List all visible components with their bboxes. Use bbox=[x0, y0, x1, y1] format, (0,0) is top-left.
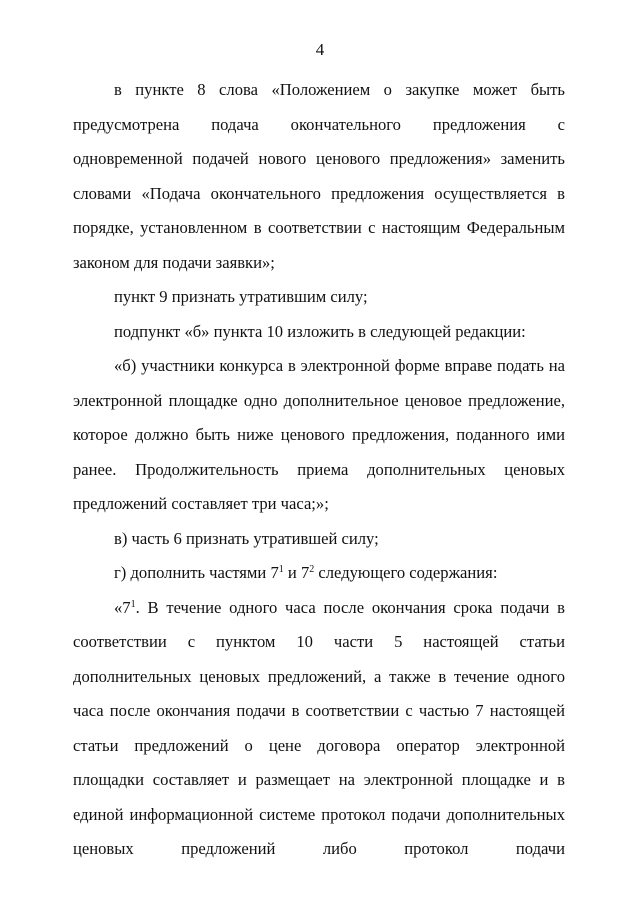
superscript-1: 1 bbox=[278, 564, 284, 575]
paragraph-add-parts bbox=[73, 556, 565, 591]
paragraph-subpoint-b-text: «б) участники конкурса в электронной форме вправе подать на электронной площадке одно дополнительное ценовое предложение, которое должно быть ниже ценового предложения, поданного ими ранее. Продолжительность приема дополнительных ценовых предложений составляет три часа;»; bbox=[73, 356, 565, 513]
paragraph-add-parts-text-3: следующего содержания: bbox=[314, 563, 498, 582]
paragraph-point-8: в пункте 8 слова «Положением о закупке может быть предусмотрена подача окончательного предложения с одновременной подачей нового ценового предложения» заменить словами «Подача окончательного предложения осуществляется в порядке, установленном в соответствии с настоящим Федеральным законом для подачи заявки»; bbox=[73, 80, 565, 272]
part-7-1-text: . В течение одного часа после окончания срока подачи в соответствии с пунктом 10 части 5 настоящей статьи дополнительных ценовых предложений, а также в течение одного часа после окончания подачи в соответствии с частью 7 настоящей статьи предложений о цене договора оператор электронной площадки составляет и размещает на электронной площадке и в единой информационной системе протокол подачи дополнительных ценовых предложений либо протокол подачи bbox=[73, 597, 565, 858]
paragraph-part-6: в) часть 6 признать утратившей силу; bbox=[114, 528, 379, 548]
paragraph-subpoint-b: подпункт «б» пункта 10 изложить в следующей редакции: bbox=[114, 321, 526, 341]
paragraph-part-7-1 bbox=[73, 591, 565, 867]
paragraph-point-9: пункт 9 признать утратившим силу; bbox=[114, 287, 368, 306]
superscript-2: 2 bbox=[309, 564, 315, 575]
page-number: 4 bbox=[315, 40, 325, 59]
paragraph-add-parts-text-2: и 7 bbox=[283, 563, 310, 582]
superscript-part-7-1: 1 bbox=[130, 598, 136, 610]
paragraph-add-parts-text-1: г) дополнить частями 7 bbox=[114, 563, 279, 582]
part-7-1-label: «7 bbox=[114, 597, 131, 617]
document-body bbox=[73, 73, 565, 867]
